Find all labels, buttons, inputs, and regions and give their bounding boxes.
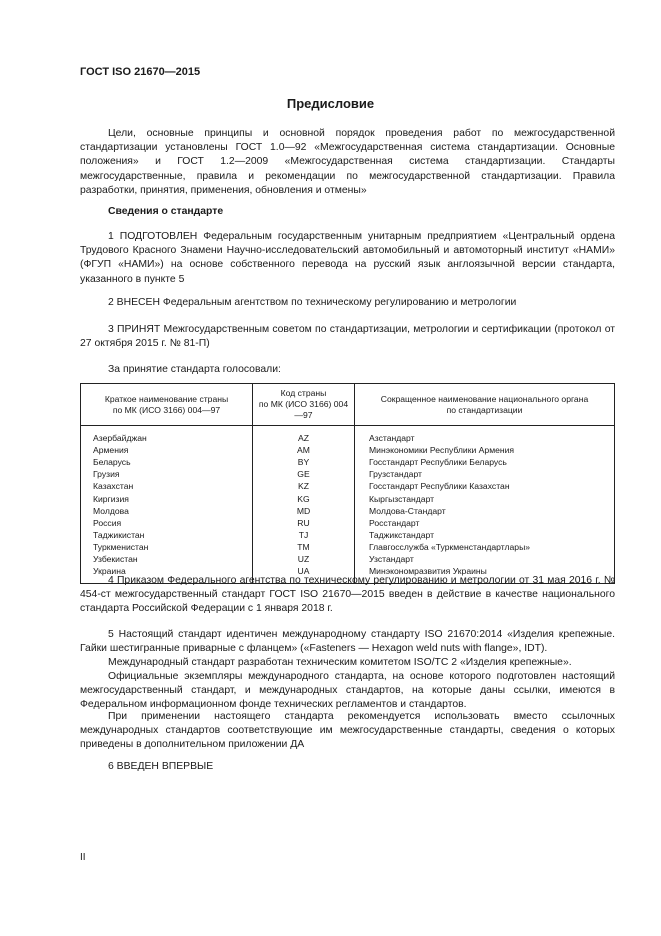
table-row: Армения AM Минэкономики Республики Армения bbox=[81, 444, 615, 456]
item-6-paragraph: 6 ВВЕДЕН ВПЕРВЫЕ bbox=[108, 761, 214, 772]
item-3-paragraph: 3 ПРИНЯТ Межгосударственным советом по стандартизации, метрологии и сертификации (протокол от 27 октября 2015 г. № 81-П) bbox=[80, 324, 615, 350]
item-5-committee-paragraph: Международный стандарт разработан техническим комитетом ISO/TC 2 «Изделия крепежные». bbox=[108, 657, 572, 668]
intro-paragraph: Цели, основные принципы и основной порядок проведения работ по межгосударственной стандартизации установлены ГОСТ 1.0—92 «Межгосударственная система стандартизации. Основные положения» и ГОСТ 1.2—2009 «Межгосударственная система стандартизации. Стандарты межгосударственные, правила и рекомендации по межгосударственной стандартизации. Правила разработки, принятия, применения, обновления и отмены» bbox=[80, 128, 615, 196]
document-header: ГОСТ ISO 21670—2015 bbox=[80, 66, 201, 78]
table-row: Украина UA Минэкономразвития Украины bbox=[81, 565, 615, 584]
table-row: Азербайджан AZ Азстандарт bbox=[81, 426, 615, 445]
table-header-row bbox=[81, 384, 615, 426]
section-heading: Сведения о стандарте bbox=[108, 206, 224, 217]
page-number: II bbox=[80, 852, 86, 863]
table-row: Таджикистан TJ Таджикстандарт bbox=[81, 529, 615, 541]
table-row: Туркменистан TM Главгосслужба «Туркменстандартлары» bbox=[81, 541, 615, 553]
table-row: Молдова MD Молдова-Стандарт bbox=[81, 505, 615, 517]
item-1-paragraph: 1 ПОДГОТОВЛЕН Федеральным государственным унитарным предприятием «Центральный ордена Трудового Красного Знамени Научно-исследовательский автомобильный и автомоторный институт «НАМИ» (ФГУП «НАМИ») на основе собственного перевода на русский язык англоязычной версии стандарта, указанного в пункте 5 bbox=[80, 231, 615, 285]
item-5-paragraph: 5 Настоящий стандарт идентичен международному стандарту ISO 21670:2014 «Изделия крепежные. Гайки шестигранные приварные с фланцем» («Fasteners — Hexagon weld nuts with flange», IDT). bbox=[80, 629, 615, 655]
item-4-paragraph: 4 Приказом Федерального агентства по техническому регулированию и метрологии от 31 мая 2016 г. № 454-ст межгосударственный стандарт ГОСТ ISO 21670—2015 введен в действие в качестве национального стандарта Российской Федерации с 1 января 2018 г. bbox=[80, 575, 615, 615]
item-2-paragraph: 2 ВНЕСЕН Федеральным агентством по техническому регулированию и метрологии bbox=[108, 297, 517, 308]
table-row: Россия RU Росстандарт bbox=[81, 517, 615, 529]
table-row: Киргизия KG Кыргызстандарт bbox=[81, 492, 615, 504]
page-title: Предисловие bbox=[286, 96, 375, 111]
header-national-body: Сокращенное наименование национального органа по стандартизации bbox=[355, 384, 615, 426]
vote-label: За принятие стандарта голосовали: bbox=[108, 364, 281, 375]
item-5-copies-paragraph: Официальные экземпляры международного стандарта, на основе которого подготовлен настоящий межгосударственный стандарт, и международных стандартов, на которые даны ссылки, имеются в Федеральном информационном фонде технических регламентов и стандартов. bbox=[80, 671, 615, 711]
table-row: Грузия GE Грузстандарт bbox=[81, 468, 615, 480]
table-row: Казахстан KZ Госстандарт Республики Казахстан bbox=[81, 480, 615, 492]
item-5-usage-paragraph: При применении настоящего стандарта рекомендуется использовать вместо ссылочных международных стандартов соответствующие им межгосударственные стандарты, сведения о которых приведены в дополнительном приложении ДА bbox=[80, 711, 615, 751]
table-row: Узбекистан UZ Узстандарт bbox=[81, 553, 615, 565]
table-row: Беларусь BY Госстандарт Республики Беларусь bbox=[81, 456, 615, 468]
header-country-name: Краткое наименование страны по МК (ИСО 3166) 004—97 bbox=[81, 384, 253, 426]
voting-table bbox=[80, 383, 615, 584]
header-country-code: Код страны по МК (ИСО 3166) 004—97 bbox=[253, 384, 355, 426]
